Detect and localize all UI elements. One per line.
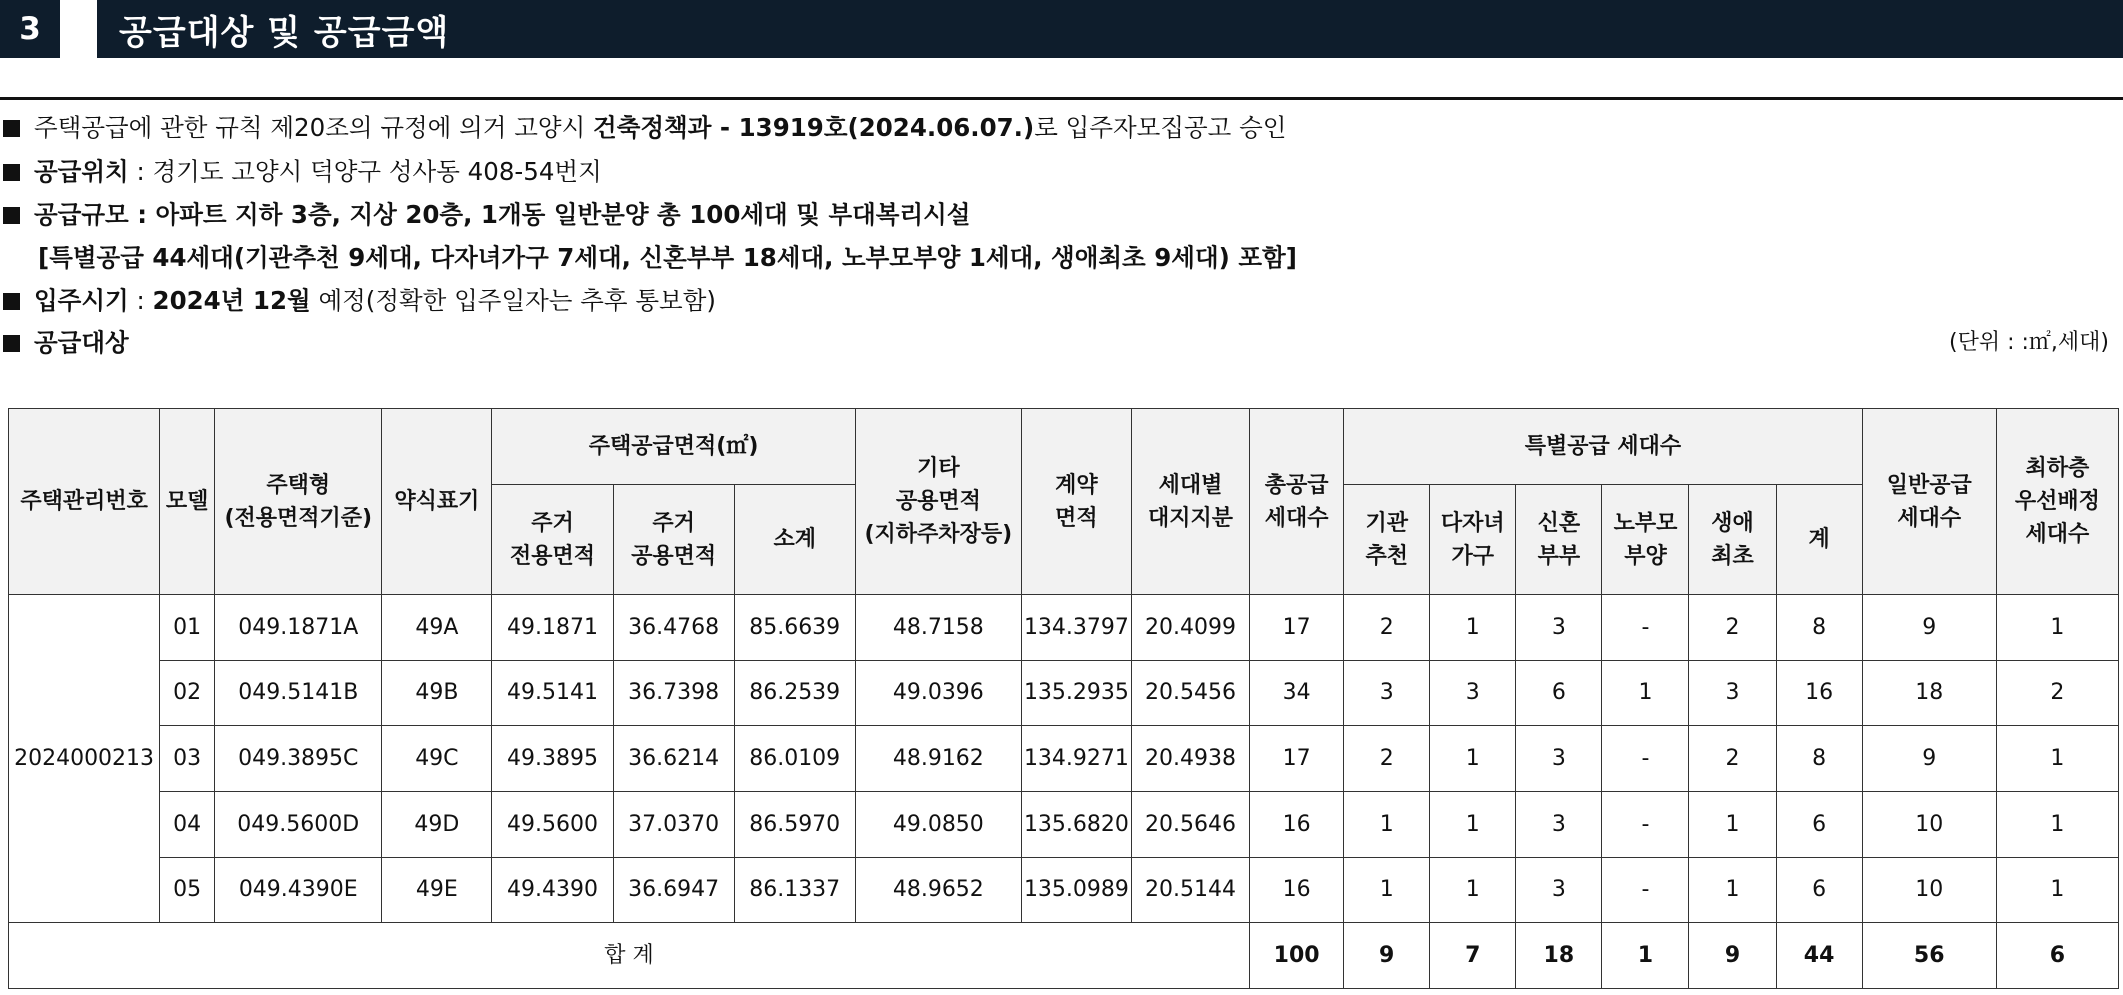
section-title: 공급대상 및 공급금액 (97, 0, 2123, 58)
table-row: 05 049.4390E 49E 49.4390 36.6947 86.1337 48.9652 135.0989 20.5144 16 1 1 3 - 1 6 10 1 (9, 857, 2119, 923)
bullet-square-icon (3, 293, 20, 310)
col-other-common-area: 기타 공용면적 (지하주차장등) (855, 409, 1021, 595)
col-subtotal: 소계 (734, 485, 855, 595)
col-general-supply: 일반공급 세대수 (1862, 409, 1996, 595)
divider (0, 97, 2123, 100)
table-row: 02 049.5141B 49B 49.5141 36.7398 86.2539 49.0396 135.2935 20.5456 34 3 3 6 1 3 16 18 2 (9, 660, 2119, 726)
supply-target-heading: 공급대상 (0, 326, 129, 360)
col-model: 모델 (160, 409, 215, 595)
location-line: 공급위치 : 경기도 고양시 덕양구 성사동 408-54번지 (0, 155, 602, 189)
special-supply-note: [특별공급 44세대(기관추천 9세대, 다자녀가구 7세대, 신혼부부 18세대, 노부모부양 1세대, 생애최초 9세대) 포함] (38, 243, 1297, 272)
table-row: 2024000213 01 049.1871A 49A 49.1871 36.4768 85.6639 48.7158 134.3797 20.4099 17 2 1 3 - 2 8 9 1 (9, 595, 2119, 661)
move-in-line: 입주시기 : 2024년 12월 예정(정확한 입주일자는 추후 통보함) (0, 284, 716, 318)
scale-line: 공급규모 : 아파트 지하 3층, 지상 20층, 1개동 일반분양 총 100세대 및 부대복리시설 (0, 198, 970, 232)
col-newlywed: 신혼 부부 (1516, 485, 1602, 595)
unit-note: (단위 : :㎡,세대) (1949, 330, 2109, 355)
supply-table (8, 408, 2119, 989)
col-multi-child: 다자녀 가구 (1430, 485, 1516, 595)
bullet-square-icon (3, 335, 20, 352)
col-group-supply-area: 주택공급면적(㎡) (492, 409, 855, 485)
col-institution: 기관 추천 (1344, 485, 1430, 595)
table-row: 04 049.5600D 49D 49.5600 37.0370 86.5970 49.0850 135.6820 20.5646 16 1 1 3 - 1 6 10 1 (9, 791, 2119, 857)
col-housing-type: 주택형 (전용면적기준) (215, 409, 382, 595)
totals-row: 합 계 100 9 7 18 1 9 44 56 6 (9, 923, 2119, 989)
col-lowest-floor-priority: 최하층 우선배정 세대수 (1996, 409, 2118, 595)
col-first-time: 생애 최초 (1689, 485, 1776, 595)
col-group-special-supply: 특별공급 세대수 (1344, 409, 1863, 485)
col-total-supply: 총공급 세대수 (1250, 409, 1344, 595)
col-short-name: 약식표기 (382, 409, 492, 595)
bullet-square-icon (3, 120, 20, 137)
totals-label: 합 계 (9, 923, 1250, 989)
col-contract-area: 계약 면적 (1021, 409, 1131, 595)
bullet-square-icon (3, 164, 20, 181)
col-special-sum: 계 (1776, 485, 1862, 595)
approval-number: 건축정책과 - 13919호(2024.06.07.) (593, 113, 1035, 142)
col-housing-id: 주택관리번호 (9, 409, 160, 595)
housing-id-cell: 2024000213 (9, 595, 160, 923)
bullet-square-icon (3, 207, 20, 224)
table-row: 03 049.3895C 49C 49.3895 36.6214 86.0109 48.9162 134.9271 20.4938 17 2 1 3 - 2 8 9 1 (9, 726, 2119, 792)
col-residential-exclusive: 주거 전용면적 (492, 485, 613, 595)
col-land-share: 세대별 대지지분 (1131, 409, 1249, 595)
col-elderly-parent: 노부모 부양 (1602, 485, 1689, 595)
section-number: 3 (0, 0, 60, 58)
approval-line: 주택공급에 관한 규칙 제20조의 규정에 의거 고양시 건축정책과 - 13919호(2024.06.07.)로 입주자모집공고 승인 (0, 111, 1286, 145)
col-residential-common: 주거 공용면적 (613, 485, 734, 595)
